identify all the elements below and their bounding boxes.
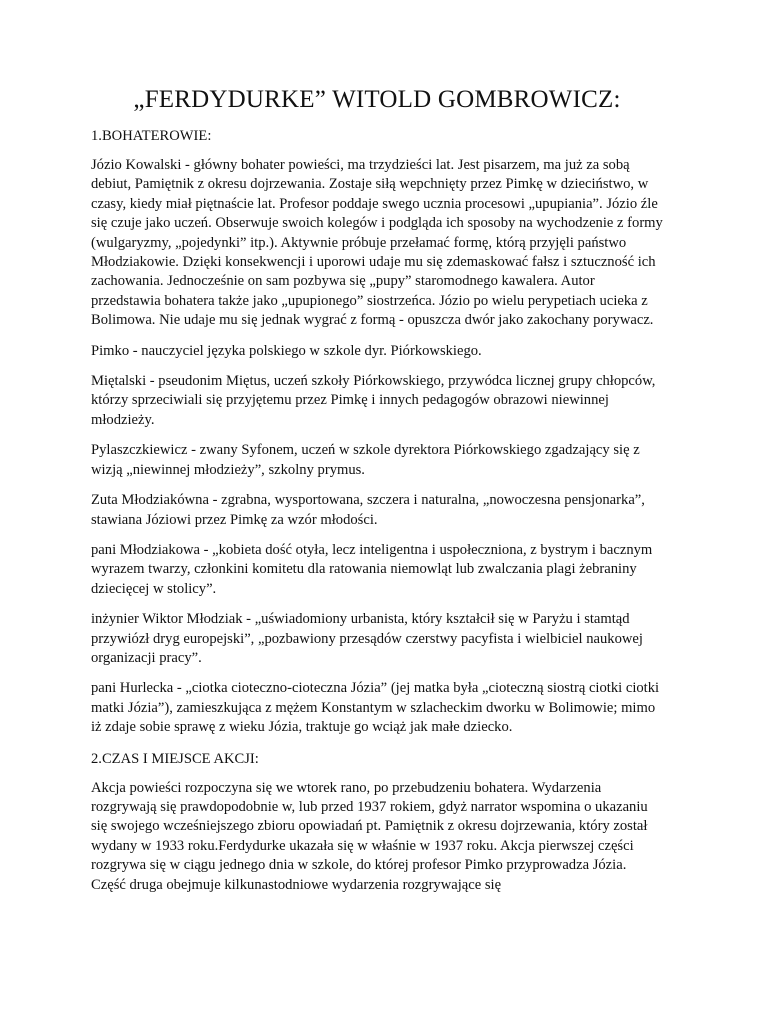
paragraph-pimko: Pimko - nauczyciel języka polskiego w szkole dyr. Piórkowskiego.: [91, 342, 482, 359]
document-page: [91, 86, 663, 906]
paragraph-action: Akcja powieści rozpoczyna się we wtorek rano, po przebudzeniu bohatera. Wydarzenia rozgrywają się prawdopodobnie w, lub przed 1937 rokiem, gdyż narrator wspomina o ukazaniu się swojego wcześniejszego zbioru opowiadań pt. Pamiętnik z okresu dojrzewania, który został wydany w 1933 roku.Ferdydurke ukazała się w właśnie w 1937 roku. Akcja pierwszej części rozgrywa się w ciągu jednego dnia w szkole, do której profesor Pimko przyprowadza Józia. Część druga obejmuje kilkunastodniowe wydarzenia rozgrywające się: [91, 779, 648, 893]
section-time-place: [91, 749, 663, 895]
section-heading: 2.CZAS I MIEJSCE AKCJI:: [91, 750, 259, 767]
paragraph-hurlecka: pani Hurlecka - „ciotka cioteczno-cioteczna Józia” (jej matka była „cioteczną siostrą ciotki ciotki matki Józia”), zamieszkująca z mężem Konstantym w szlacheckim dworku w Bolimowie; mimo iż zdaje sobie sprawę z wieku Józia, traktuje go wciąż jak małe dziecko.: [91, 680, 660, 736]
paragraph-jozio: Józio Kowalski - główny bohater powieści, ma trzydzieści lat. Jest pisarzem, ma już za sobą debiut, Pamiętnik z okresu dojrzewania. Zostaje siłą wepchnięty przez Pimkę w dzieciństwo, w czasy, kiedy miał piętnaście lat. Profesor poddaje swego ucznia procesowi „upupiania”. Józio źle się czuje jako uczeń. Obserwuje swoich kolegów i podgląda ich sposoby na wychodzenie z formy (wulgaryzmy, „pojedynki” itp.). Aktywnie próbuje przełamać formę, którą przyjęli państwo Młodziakowie. Dzięki konsekwencji i uporowi udaje mu się zdemaskować fałsz i sztuczność ich zachowania. Jednocześnie on sam pozbywa się „pupy” staromodnego kawalera. Autor przedstawia bohatera także jako „upupionego” siostrzeńca. Józio po wielu perypetiach ucieka z Bolimowa. Nie udaje mu się jednak wygrać z formą - opuszcza dwór jako zakochany porywacz.: [91, 157, 663, 329]
paragraph-mlodziak: inżynier Wiktor Młodziak - „uświadomiony urbanista, który kształcił się w Paryżu i stamtąd przywiózł dryg europejski”, „pozbawiony przesądów czerstwy pacyfista i wielbiciel naukowej organizacji pracy”.: [91, 611, 643, 666]
paragraph-mietalski: Miętalski - pseudonim Miętus, uczeń szkoły Piórkowskiego, przywódca licznej grupy chłopców, którzy sprzeciwiali się przyjętemu przez Pimkę i innych pedagogów obrazowi niewinnej młodzieży.: [91, 373, 656, 428]
section-heading: 1.BOHATEROWIE:: [91, 128, 212, 144]
document-title: „FERDYDURKE” WITOLD GOMBROWICZ:: [133, 86, 621, 113]
section-characters: [91, 126, 663, 738]
paragraph-mlodziakowa: pani Młodziakowa - „kobieta dość otyła, lecz inteligentna i uspołeczniona, z bystrym i bacznym wyrazem twarzy, członkini komitetu dla ratowania niemowląt lub zwalczania plagi żebraniny dziecięcej w stolicy”.: [91, 541, 653, 597]
paragraph-pylaszczkiewicz: Pylaszczkiewicz - zwany Syfonem, uczeń w szkole dyrektora Piórkowskiego zgadzający się z wizją „niewinnej młodzieży”, szkolny prymus.: [91, 442, 640, 478]
paragraph-zuta: Zuta Młodziakówna - zgrabna, wysportowana, szczera i naturalna, „nowoczesna pensjonarka”, stawiana Józiowi przez Pimkę za wzór młodości.: [91, 492, 645, 528]
